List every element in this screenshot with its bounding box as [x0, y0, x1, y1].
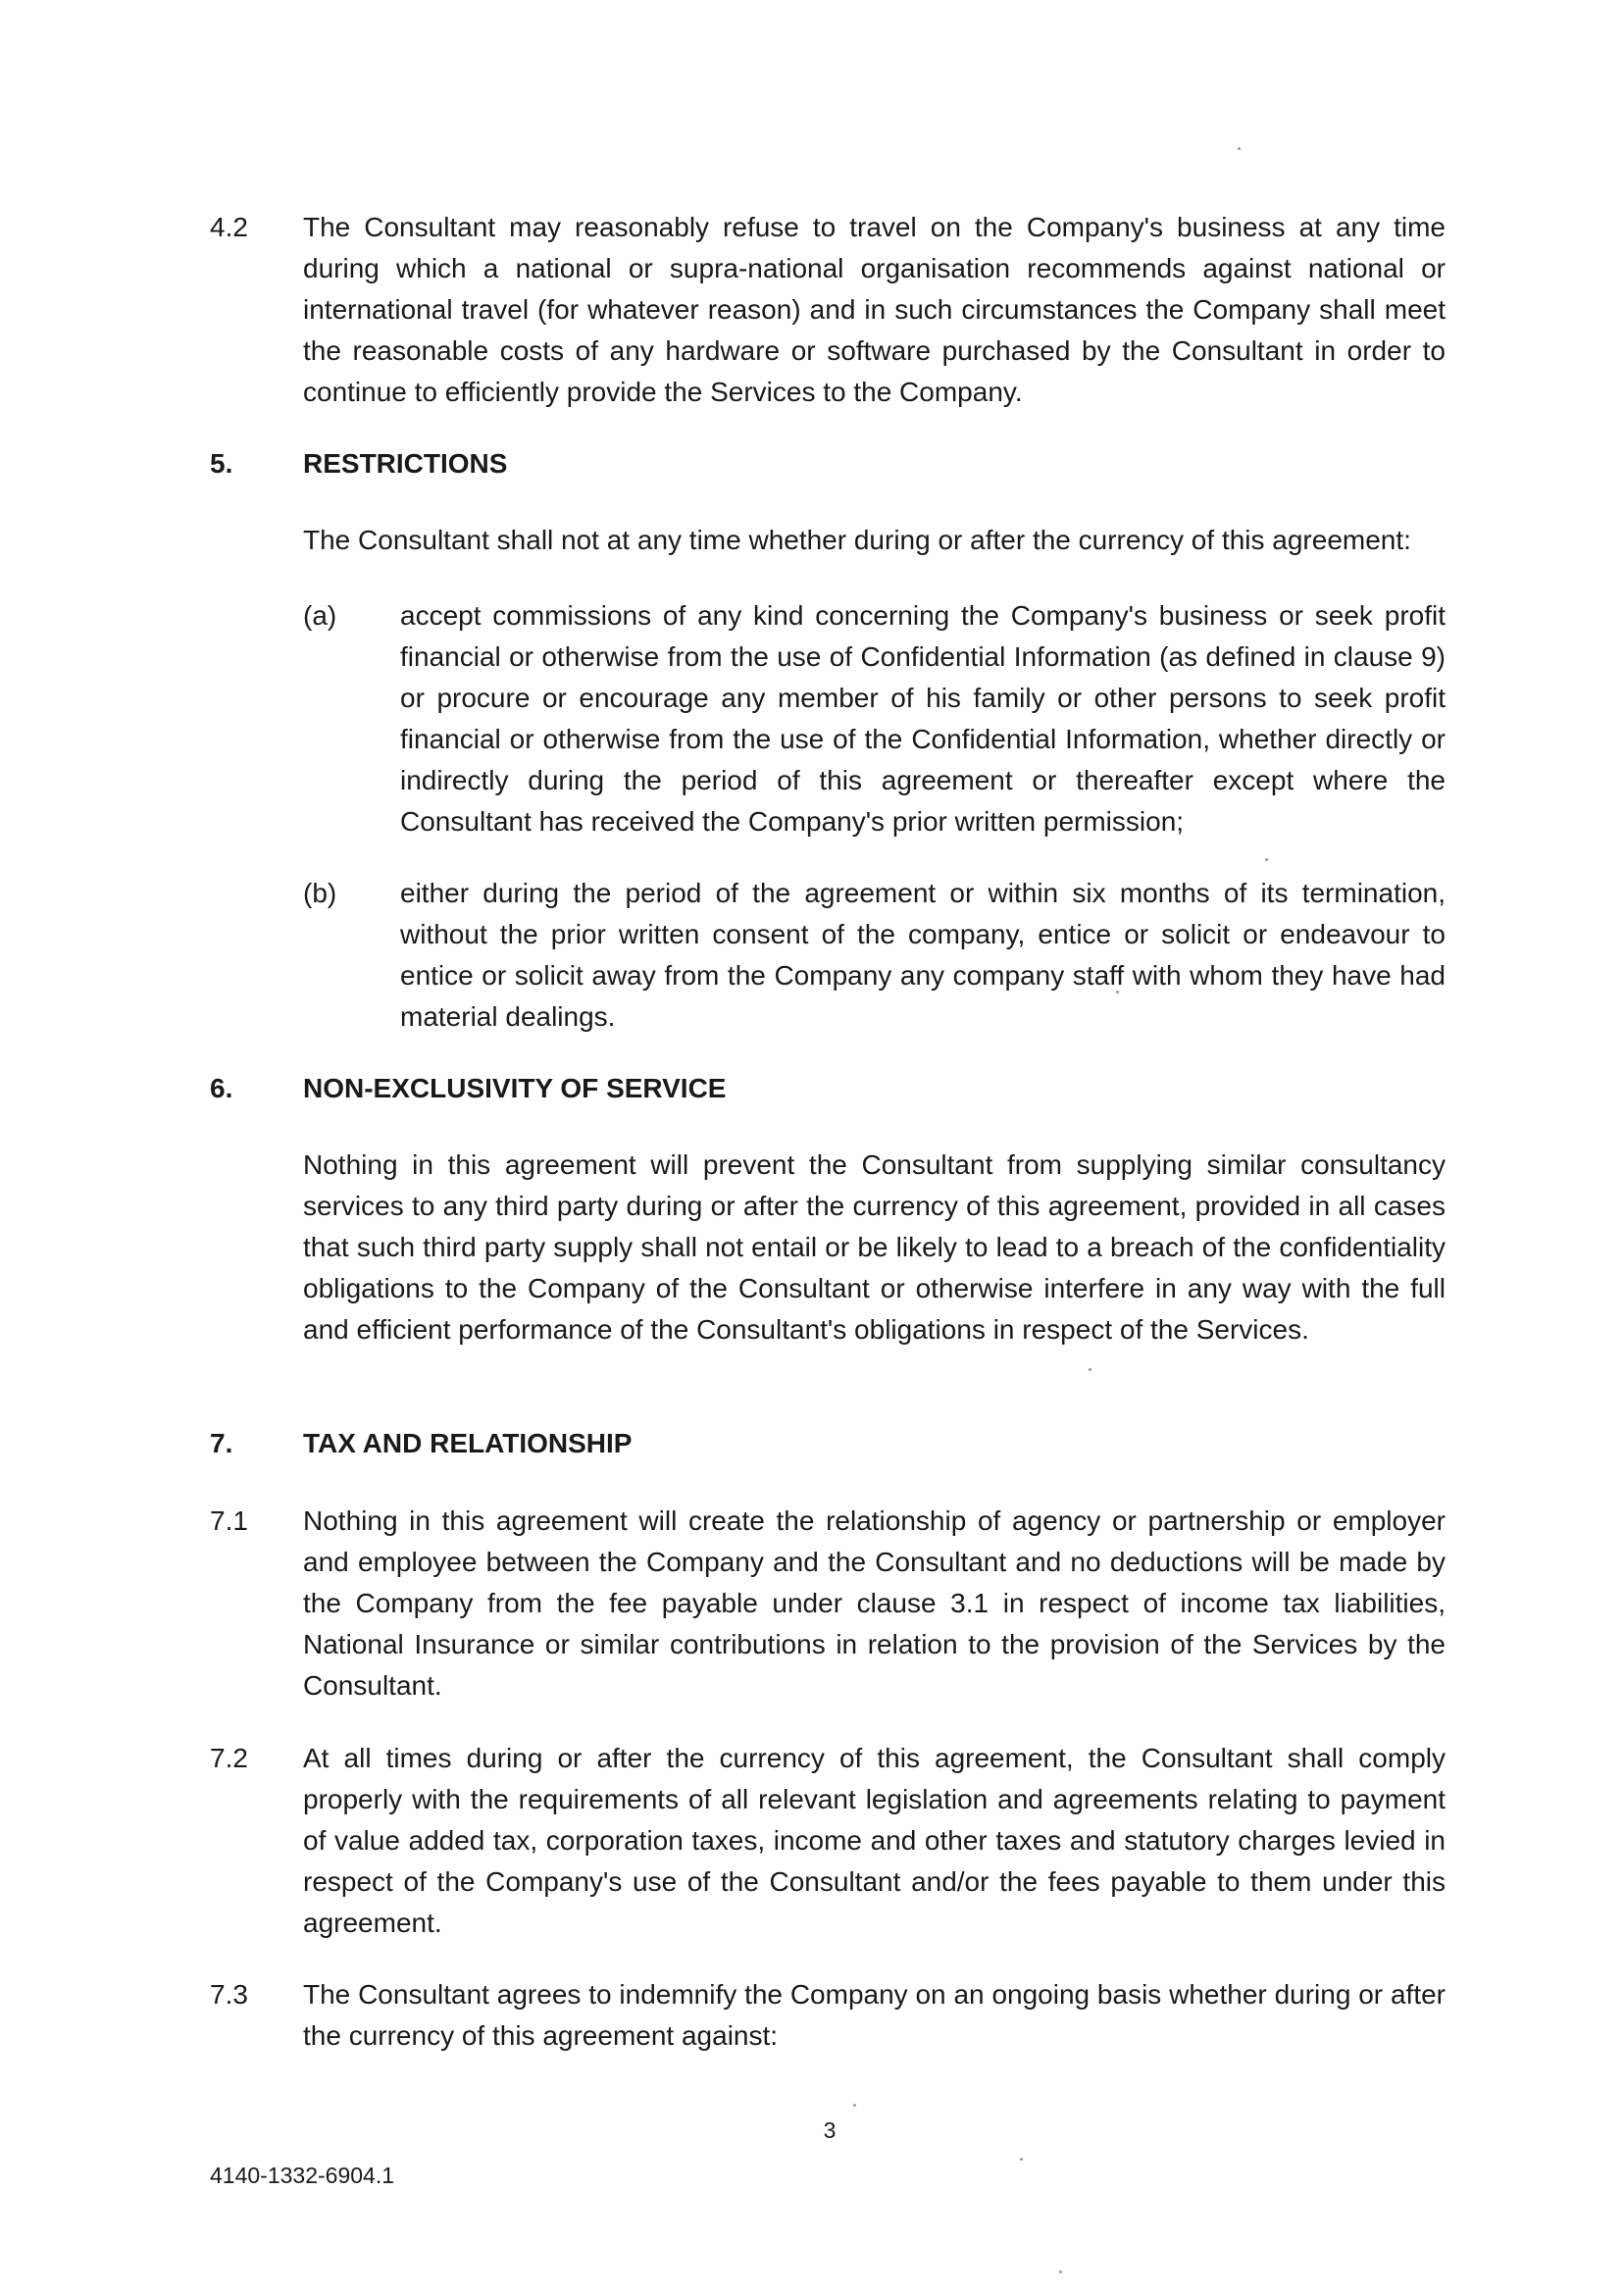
section-heading: TAX AND RELATIONSHIP [303, 1428, 633, 1458]
sub-clause-text: either during the period of the agreement or within six months of its termination, without the prior written consent of the company, entice or solicit or endeavour to entice or solicit away from the Company any company staff with whom they have had material dealings. [400, 878, 1446, 1032]
document-reference: 4140-1332-6904.1 [210, 2163, 394, 2188]
section-heading: NON-EXCLUSIVITY OF SERVICE [303, 1073, 727, 1103]
scan-speck [1020, 2158, 1023, 2161]
clause-number: 4.2 [210, 212, 248, 242]
section-number: 5. [210, 448, 233, 479]
section-number: 7. [210, 1428, 233, 1458]
clause-text: Nothing in this agreement will create the relationship of agency or partnership or employer and employee between the Company and the Consultant and no deductions will be made by the Company from the fee payable under clause 3.1 in respect of income tax liabilities, National Insurance or similar contributions in relation to the provision of the Services by the Consultant. [303, 1505, 1446, 1701]
sub-clause-text: accept commissions of any kind concerning the Company's business or seek profit financial or otherwise from the use of Confidential Information (as defined in clause 9) or procure or encourage any member of his family or other persons to seek profit financial or otherwise from the use of the Confidential Information, whether directly or indirectly during the period of this agreement or thereafter except where the Consultant has received the Company's prior written permission; [400, 600, 1446, 837]
scan-speck [853, 2104, 856, 2107]
scan-speck [1059, 2270, 1062, 2273]
sub-clause-label: (b) [303, 878, 337, 908]
clause-number: 7.1 [210, 1505, 248, 1536]
clause-number: 7.3 [210, 1979, 248, 2010]
section-heading: RESTRICTIONS [303, 448, 508, 479]
section-intro: The Consultant shall not at any time whether during or after the currency of this agreement: [303, 525, 1411, 555]
sub-clause-label: (a) [303, 600, 337, 631]
scan-speck [1089, 1368, 1091, 1371]
clause-number: 7.2 [210, 1743, 248, 1773]
clause-text: At all times during or after the currency of this agreement, the Consultant shall comply properly with the requirements of all relevant legislation and agreements relating to payment of value added tax, corporation taxes, income and other taxes and statutory charges levied in respect of the Company's use of the Consultant and/or the fees payable to them under this agreement. [303, 1743, 1446, 1938]
clause-text: The Consultant agrees to indemnify the Company on an ongoing basis whether during or after the currency of this agreement against: [303, 1979, 1446, 2051]
scan-speck [1238, 147, 1241, 150]
scan-speck [1265, 858, 1268, 861]
section-number: 6. [210, 1073, 233, 1103]
clause-text: The Consultant may reasonably refuse to travel on the Company's business at any time during which a national or supra-national organisation recommends against national or international travel (for whatever reason) and in such circumstances the Company shall meet the reasonable costs of any hardware or software purchased by the Consultant in order to continue to efficiently provide the Services to the Company. [303, 212, 1446, 407]
section-text: Nothing in this agreement will prevent the Consultant from supplying similar consultancy services to any third party during or after the currency of this agreement, provided in all cases that such third party supply shall not entail or be likely to lead to a breach of the confidentiality obligations to the Company of the Consultant or otherwise interfere in any way with the full and efficient performance of the Consultant's obligations in respect of the Services. [303, 1149, 1446, 1345]
page-number: 3 [823, 2117, 837, 2143]
